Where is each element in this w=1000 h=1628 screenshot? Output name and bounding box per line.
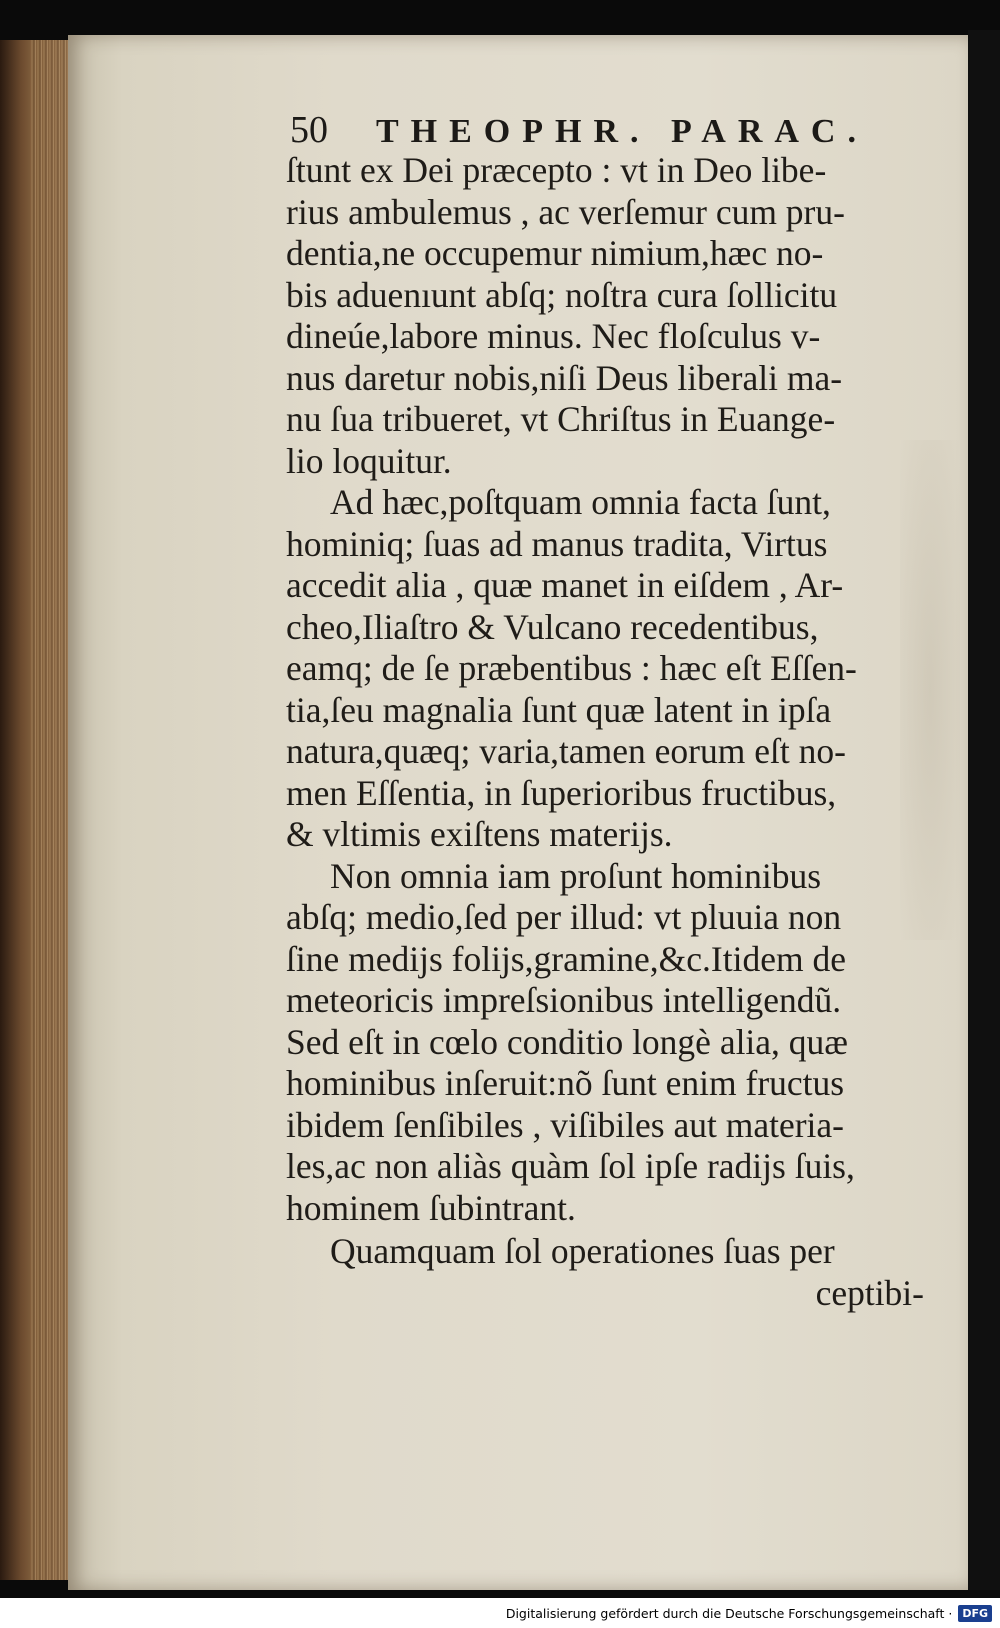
text-line: dineúe,labore minus. Nec floſculus v- (286, 316, 821, 356)
text-line: ibidem ſenſibiles , viſibiles aut materia- (286, 1104, 844, 1145)
paragraph-start-line: Quamquam ſol operationes ſuas per (330, 1231, 835, 1271)
page-stack-edge (30, 40, 70, 1580)
text-line: accedit alia , quæ manet in eiſdem , Ar- (286, 565, 844, 605)
text-line: & vltimis exiſtens materijs. (286, 814, 673, 854)
text-line: natura,quæq; varia,tamen eorum eſt no- (286, 731, 846, 771)
text-line: cheo,Iliaſtro & Vulcano recedentibus, (286, 606, 819, 647)
page-header (290, 108, 940, 152)
text-line: nu ſua tribueret, vt Chriſtus in Euange- (286, 399, 836, 439)
paragraph-start-line: Non omnia iam proſunt hominibus (330, 855, 822, 896)
catchword: ceptibi- (815, 1272, 924, 1313)
text-line: les,ac non aliàs quàm ſol ipſe radijs ſuis, (286, 1146, 855, 1186)
scan-margin-right (968, 30, 1000, 1590)
text-line: ſtunt ex Dei præcepto : vt in Deo libe- (286, 150, 827, 190)
text-line: men Eſſentia, in ſuperioribus fructibus, (286, 772, 837, 813)
text-line: Sed eſt in cœlo conditio longè alia, quæ (286, 1021, 848, 1062)
dfg-logo: DFG (958, 1605, 992, 1622)
text-line: meteoricis impreſsionibus intelligendũ. (286, 980, 842, 1020)
page-number: 50 (290, 109, 328, 151)
text-line: abſq; medio,ſed per illud: vt pluuia non (286, 897, 842, 937)
text-line: eamq; de ſe præbentibus : hæc eſt Eſſen- (286, 648, 857, 688)
text-line: hominibus inſeruit:nõ ſunt enim fructus (286, 1063, 845, 1103)
text-line: lio loquitur. (286, 440, 452, 481)
body-text (286, 150, 946, 1314)
text-line: tia,ſeu magnalia ſunt quæ latent in ipſa (286, 689, 832, 730)
digitization-footer (0, 1598, 1000, 1628)
text-line: hominem ſubintrant. (286, 1187, 576, 1228)
text-line: hominiq; ſuas ad manus tradita, Virtus (286, 523, 828, 564)
text-line: nus daretur nobis,niſi Deus liberali ma- (286, 357, 843, 398)
text-line: ſine medijs folijs,gramine,&c.Itidem de (286, 938, 846, 979)
text-line: dentia,ne occupemur nimium,hæc no- (286, 233, 824, 273)
text-line: bis aduenıunt abſq; noſtra cura ſollicitu (286, 274, 838, 315)
paragraph-start-line: Ad hæc,poſtquam omnia facta ſunt, (330, 482, 831, 522)
text-line: rius ambulemus , ac verſemur cum pru- (286, 191, 845, 232)
footer-credit: Digitalisierung gefördert durch die Deutsche Forschungsgemeinschaft · (505, 1605, 953, 1621)
running-head: THEOPHR. PARAC. (376, 113, 868, 150)
